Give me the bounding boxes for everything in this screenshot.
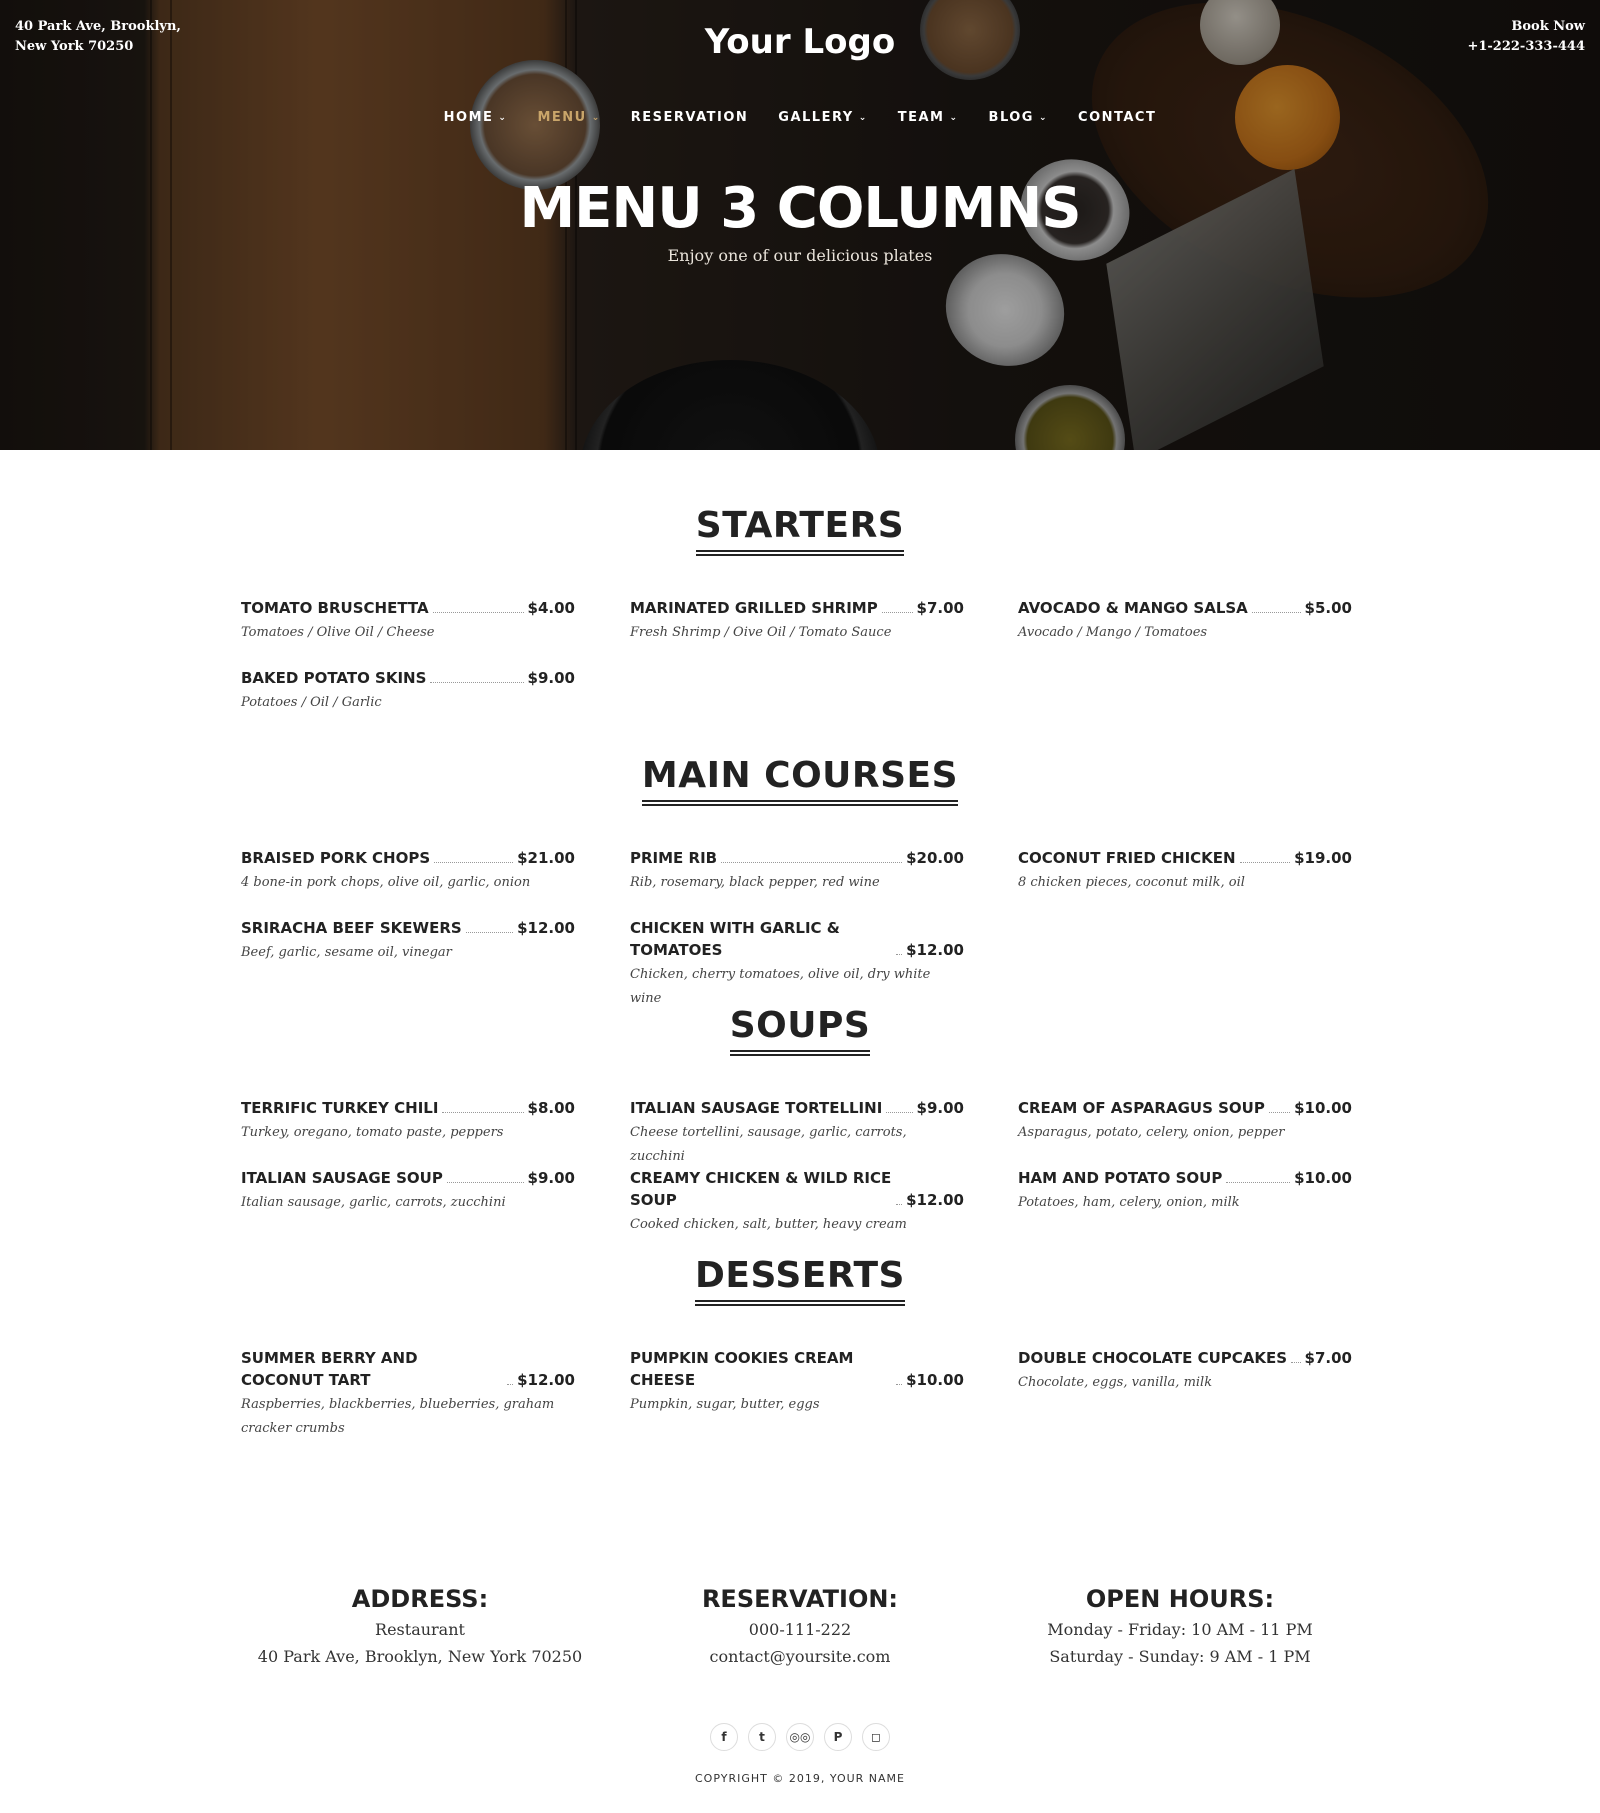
menu-item-name: TOMATO BRUSCHETTA: [241, 599, 429, 617]
menu-item-name: ITALIAN SAUSAGE TORTELLINI: [630, 1099, 883, 1117]
menu-item-description: 4 bone-in pork chops, olive oil, garlic, onion: [241, 875, 531, 890]
menu-item: [241, 847, 575, 895]
dotted-leader: [1291, 1362, 1300, 1363]
menu-item-price: $7.00: [1304, 1349, 1352, 1367]
menu-item-price: $9.00: [527, 669, 575, 687]
menu-item: [241, 667, 575, 715]
menu-item-price: $9.00: [527, 1169, 575, 1187]
nav-item-label: TEAM: [897, 110, 945, 125]
section-title: SOUPS: [730, 1005, 871, 1056]
menu-item: [630, 917, 964, 1011]
menu-item-description: 8 chicken pieces, coconut milk, oil: [1018, 875, 1245, 890]
menu-item-price: $5.00: [1304, 599, 1352, 617]
address-line-1: 40 Park Ave, Brooklyn,: [15, 19, 181, 34]
menu-item-price: $7.00: [916, 599, 964, 617]
dotted-leader: [896, 954, 902, 955]
dotted-leader: [886, 1112, 912, 1113]
menu-item-description: Asparagus, potato, celery, onion, pepper: [1018, 1125, 1285, 1140]
menu-item: [241, 1347, 575, 1441]
menu-item-price: $12.00: [906, 1191, 964, 1209]
chevron-down-icon: ⌄: [1038, 113, 1049, 123]
footer-email[interactable]: contact@yoursite.com: [709, 1647, 891, 1666]
menu-item-description: Raspberries, blackberries, blueberries, graham cracker crumbs: [241, 1397, 555, 1436]
nav-item-contact[interactable]: [1078, 110, 1156, 125]
chevron-down-icon: ⌄: [949, 113, 959, 123]
dotted-leader: [896, 1384, 902, 1385]
instagram-icon[interactable]: ◻: [862, 1723, 890, 1751]
dotted-leader: [882, 612, 913, 613]
dotted-leader: [721, 862, 902, 863]
book-now-link[interactable]: Book Now: [1511, 19, 1585, 34]
menu-item: [630, 1097, 964, 1169]
menu-item-price: $9.00: [916, 1099, 964, 1117]
menu-item-name: PRIME RIB: [630, 849, 718, 867]
menu-item-name: SUMMER BERRY AND COCONUT TART: [241, 1349, 418, 1389]
menu-item-name: AVOCADO & MANGO SALSA: [1018, 599, 1248, 617]
footer-address-line1: Restaurant: [375, 1620, 465, 1639]
menu-item-name: CREAM OF ASPARAGUS SOUP: [1018, 1099, 1265, 1117]
dotted-leader: [433, 612, 524, 613]
menu-item-description: Cooked chicken, salt, butter, heavy cream: [630, 1217, 907, 1232]
menu-item: [1018, 1347, 1352, 1395]
footer-hours-weekend: Saturday - Sunday: 9 AM - 1 PM: [1049, 1647, 1311, 1666]
nav-item-home[interactable]: [444, 110, 508, 125]
menu-item-name: CHICKEN WITH GARLIC & TOMATOES: [630, 919, 840, 959]
dotted-leader: [1252, 612, 1301, 613]
twitter-icon[interactable]: t: [748, 1723, 776, 1751]
main-nav: [0, 110, 1600, 125]
menu-item: [630, 1347, 964, 1417]
menu-item: [1018, 597, 1352, 645]
menu-item-name: MARINATED GRILLED SHRIMP: [630, 599, 878, 617]
dotted-leader: [430, 682, 523, 683]
menu-item-name: BRAISED PORK CHOPS: [241, 849, 431, 867]
footer-phone[interactable]: 000-111-222: [748, 1620, 852, 1639]
nav-item-label: MENU: [537, 110, 587, 125]
menu-item-price: $12.00: [906, 941, 964, 959]
page-subtitle: Enjoy one of our delicious plates: [667, 246, 933, 265]
menu-item-name: TERRIFIC TURKEY CHILI: [241, 1099, 439, 1117]
dotted-leader: [434, 862, 513, 863]
nav-item-label: RESERVATION: [630, 110, 749, 125]
menu-item: [1018, 1097, 1352, 1145]
menu-item: [241, 1097, 575, 1145]
pinterest-icon[interactable]: P: [824, 1723, 852, 1751]
menu-item-price: $12.00: [517, 1371, 575, 1389]
footer-address: [220, 1585, 620, 1667]
menu-item-description: Turkey, oregano, tomato paste, peppers: [241, 1125, 504, 1140]
footer-reservation: [600, 1585, 1000, 1667]
menu-item-price: $10.00: [906, 1371, 964, 1389]
menu-item-name: CREAMY CHICKEN & WILD RICE SOUP: [630, 1169, 892, 1209]
page-title: MENU 3 COLUMNS: [519, 176, 1081, 241]
nav-item-reservation[interactable]: [631, 110, 749, 125]
dotted-leader: [896, 1204, 902, 1205]
section-title: STARTERS: [696, 505, 904, 556]
menu-item-description: Chicken, cherry tomatoes, olive oil, dry white wine: [630, 967, 931, 1006]
menu-item: [1018, 847, 1352, 895]
menu-item: [241, 1167, 575, 1215]
dotted-leader: [466, 932, 513, 933]
menu-item-name: SRIRACHA BEEF SKEWERS: [241, 919, 462, 937]
dotted-leader: [1240, 862, 1291, 863]
menu-item-price: $12.00: [517, 919, 575, 937]
menu-item-name: BAKED POTATO SKINS: [241, 669, 427, 687]
menu-item-description: Potatoes, ham, celery, onion, milk: [1018, 1195, 1240, 1210]
chevron-down-icon: ⌄: [858, 113, 868, 123]
menu-item-price: $19.00: [1294, 849, 1352, 867]
social-links: [0, 1723, 1600, 1751]
menu-item-name: ITALIAN SAUSAGE SOUP: [241, 1169, 443, 1187]
menu-item-description: Potatoes / Oil / Garlic: [241, 695, 382, 710]
section-title: MAIN COURSES: [642, 755, 958, 806]
menu-item-description: Pumpkin, sugar, butter, eggs: [630, 1397, 820, 1412]
menu-item-name: PUMPKIN COOKIES CREAM CHEESE: [630, 1349, 854, 1389]
footer-address-line2: 40 Park Ave, Brooklyn, New York 70250: [257, 1647, 583, 1666]
nav-item-menu[interactable]: [537, 110, 600, 125]
dotted-leader: [1269, 1112, 1290, 1113]
footer-reservation-title: RESERVATION:: [701, 1585, 899, 1613]
tripadvisor-icon[interactable]: ◎◎: [786, 1723, 814, 1751]
nav-item-team[interactable]: [898, 110, 959, 125]
footer-hours: [980, 1585, 1380, 1667]
copyright: COPYRIGHT © 2019, YOUR NAME: [695, 1772, 905, 1785]
menu-item-description: Chocolate, eggs, vanilla, milk: [1018, 1375, 1213, 1390]
menu-item-price: $10.00: [1294, 1099, 1352, 1117]
dotted-leader: [507, 1384, 513, 1385]
facebook-icon[interactable]: f: [710, 1723, 738, 1751]
menu-item-name: HAM AND POTATO SOUP: [1018, 1169, 1223, 1187]
menu-item-price: $4.00: [527, 599, 575, 617]
menu-item-price: $20.00: [906, 849, 964, 867]
menu-item: [1018, 1167, 1352, 1215]
menu-item-description: Fresh Shrimp / Oive Oil / Tomato Sauce: [630, 625, 892, 640]
menu-item-description: Beef, garlic, sesame oil, vinegar: [241, 945, 452, 960]
menu-item-name: COCONUT FRIED CHICKEN: [1018, 849, 1236, 867]
header-phone[interactable]: +1-222-333-444: [1467, 39, 1585, 54]
menu-item-name: DOUBLE CHOCOLATE CUPCAKES: [1018, 1349, 1288, 1367]
menu-item-description: Avocado / Mango / Tomatoes: [1018, 625, 1208, 640]
menu-item: [241, 597, 575, 645]
footer-address-title: ADDRESS:: [351, 1585, 489, 1613]
footer-hours-title: OPEN HOURS:: [1085, 1585, 1275, 1613]
menu-item: [630, 1167, 964, 1237]
menu-item-description: Rib, rosemary, black pepper, red wine: [630, 875, 880, 890]
chevron-down-icon: ⌄: [591, 113, 601, 123]
nav-item-label: GALLERY: [778, 110, 854, 125]
menu-item: [630, 597, 964, 645]
menu-item: [241, 917, 575, 965]
menu-item: [630, 847, 964, 895]
nav-item-label: HOME: [443, 110, 494, 125]
nav-item-gallery[interactable]: [778, 110, 867, 125]
menu-item-description: Italian sausage, garlic, carrots, zucchini: [241, 1195, 506, 1210]
section-title: DESSERTS: [695, 1255, 905, 1306]
address-line-2: New York 70250: [15, 39, 134, 54]
nav-item-blog[interactable]: [989, 110, 1049, 125]
menu-item-price: $10.00: [1294, 1169, 1352, 1187]
nav-item-label: BLOG: [988, 110, 1034, 125]
footer-hours-weekday: Monday - Friday: 10 AM - 11 PM: [1047, 1620, 1313, 1639]
dotted-leader: [447, 1182, 524, 1183]
hero-banner: [0, 0, 1600, 450]
menu-item-price: $21.00: [517, 849, 575, 867]
menu-item-price: $8.00: [527, 1099, 575, 1117]
menu-item-description: Cheese tortellini, sausage, garlic, carrots, zucchini: [630, 1125, 907, 1164]
dotted-leader: [442, 1112, 523, 1113]
nav-item-label: CONTACT: [1078, 110, 1157, 125]
dotted-leader: [1226, 1182, 1290, 1183]
site-logo[interactable]: Your Logo: [704, 22, 896, 62]
menu-item-description: Tomatoes / Olive Oil / Cheese: [241, 625, 435, 640]
chevron-down-icon: ⌄: [498, 113, 508, 123]
